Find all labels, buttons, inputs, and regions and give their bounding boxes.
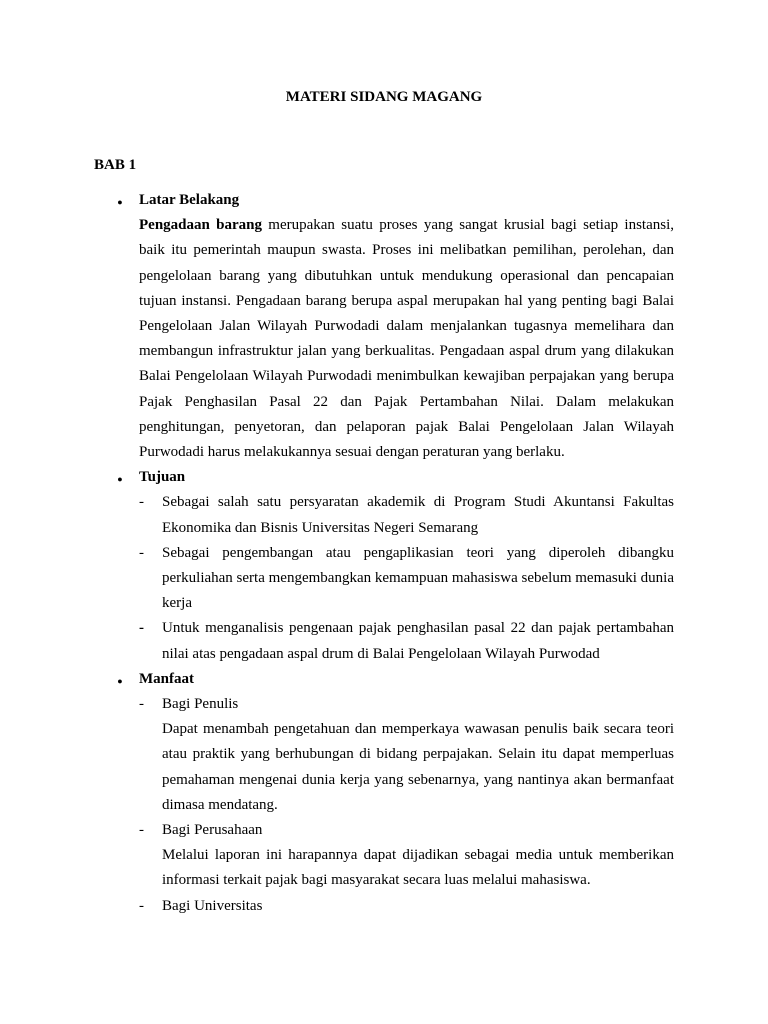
list-item: [0, 490, 768, 540]
dash-marker: -: [139, 696, 144, 713]
list-item-text: Untuk menganalisis pengenaan pajak penghasilan pasal 22 dan pajak pertambahan nilai atas pengadaan aspal drum di Balai Pengelolaan Wilayah Purwodad: [162, 620, 674, 662]
paragraph-lead-bold: Pengadaan barang: [139, 217, 262, 234]
bullet-icon: [114, 465, 126, 492]
section-heading: Manfaat: [139, 670, 194, 687]
list-item: [0, 818, 768, 894]
section-tujuan: [0, 465, 768, 667]
dash-marker: -: [139, 544, 144, 561]
chapter-heading: BAB 1: [94, 157, 137, 173]
dash-marker: -: [139, 494, 144, 511]
section-manfaat: [0, 667, 768, 919]
list-item-text: Dapat menambah pengetahuan dan memperkaya wawasan penulis baik secara teori atau praktik yang berhubungan di bidang perpajakan. Selain itu dapat memperluas pemahaman mengenai dunia kerja yang sebenarnya, yang nantinya akan bermanfaat dimasa mendatang.: [162, 721, 674, 813]
list-item: [0, 692, 768, 818]
document-title: MATERI SIDANG MAGANG: [285, 89, 483, 105]
dash-marker: -: [139, 822, 144, 839]
section-latar-belakang: [0, 188, 768, 465]
list-item-text: Melalui laporan ini harapannya dapat dijadikan sebagai media untuk memberikan informasi terkait pajak bagi masyarakat secara luas melalui mahasiswa.: [162, 847, 674, 889]
list-item-text: Sebagai salah satu persyaratan akademik di Program Studi Akuntansi Fakultas Ekonomika dan Bisnis Universitas Negeri Semarang: [162, 494, 674, 536]
list-item: [0, 616, 768, 666]
list-item: [0, 894, 768, 919]
bullet-icon: [114, 667, 126, 694]
section-heading: Latar Belakang: [139, 192, 240, 208]
dash-marker: -: [139, 897, 144, 914]
list-item-label: Bagi Penulis: [162, 696, 239, 713]
latar-belakang-paragraph: [139, 213, 674, 465]
list-item-label: Bagi Perusahaan: [162, 822, 263, 839]
bullet-icon: [114, 188, 126, 215]
list-item: [0, 541, 768, 617]
paragraph-text: merupakan suatu proses yang sangat krusial bagi setiap instansi, baik itu pemerintah maupun swasta. Proses ini melibatkan pemilihan, perolehan, dan pengelolaan barang yang dibutuhkan untuk mendukung operasional dan pencapaian tujuan instansi. Pengadaan barang berupa aspal merupakan hal yang penting bagi Balai Pengelolaan Jalan Wilayah Purwodadi dalam menjalankan tugasnya memelihara dan membangun infrastruktur jalan yang berkualitas. Pengadaan aspal drum yang dilakukan Balai Pengelolaan Wilayah Purwodadi menimbulkan kewajiban perpajakan yang berupa Pajak Penghasilan Pasal 22 dan Pajak Pertambahan Nilai. Dalam melakukan penghitungan, penyetoran, dan pelaporan pajak Balai Pengelolaan Jalan Wilayah Purwodadi harus melakukannya sesuai dengan peraturan yang berlaku.: [139, 217, 674, 461]
list-item-text: Sebagai pengembangan atau pengaplikasian teori yang diperoleh dibangku perkuliahan serta mengembangkan kemampuan mahasiswa sebelum memasuki dunia kerja: [162, 544, 674, 612]
section-heading: Tujuan: [139, 469, 186, 486]
dash-marker: -: [139, 620, 144, 637]
document-body: [0, 188, 768, 919]
list-item-label: Bagi Universitas: [162, 897, 263, 914]
